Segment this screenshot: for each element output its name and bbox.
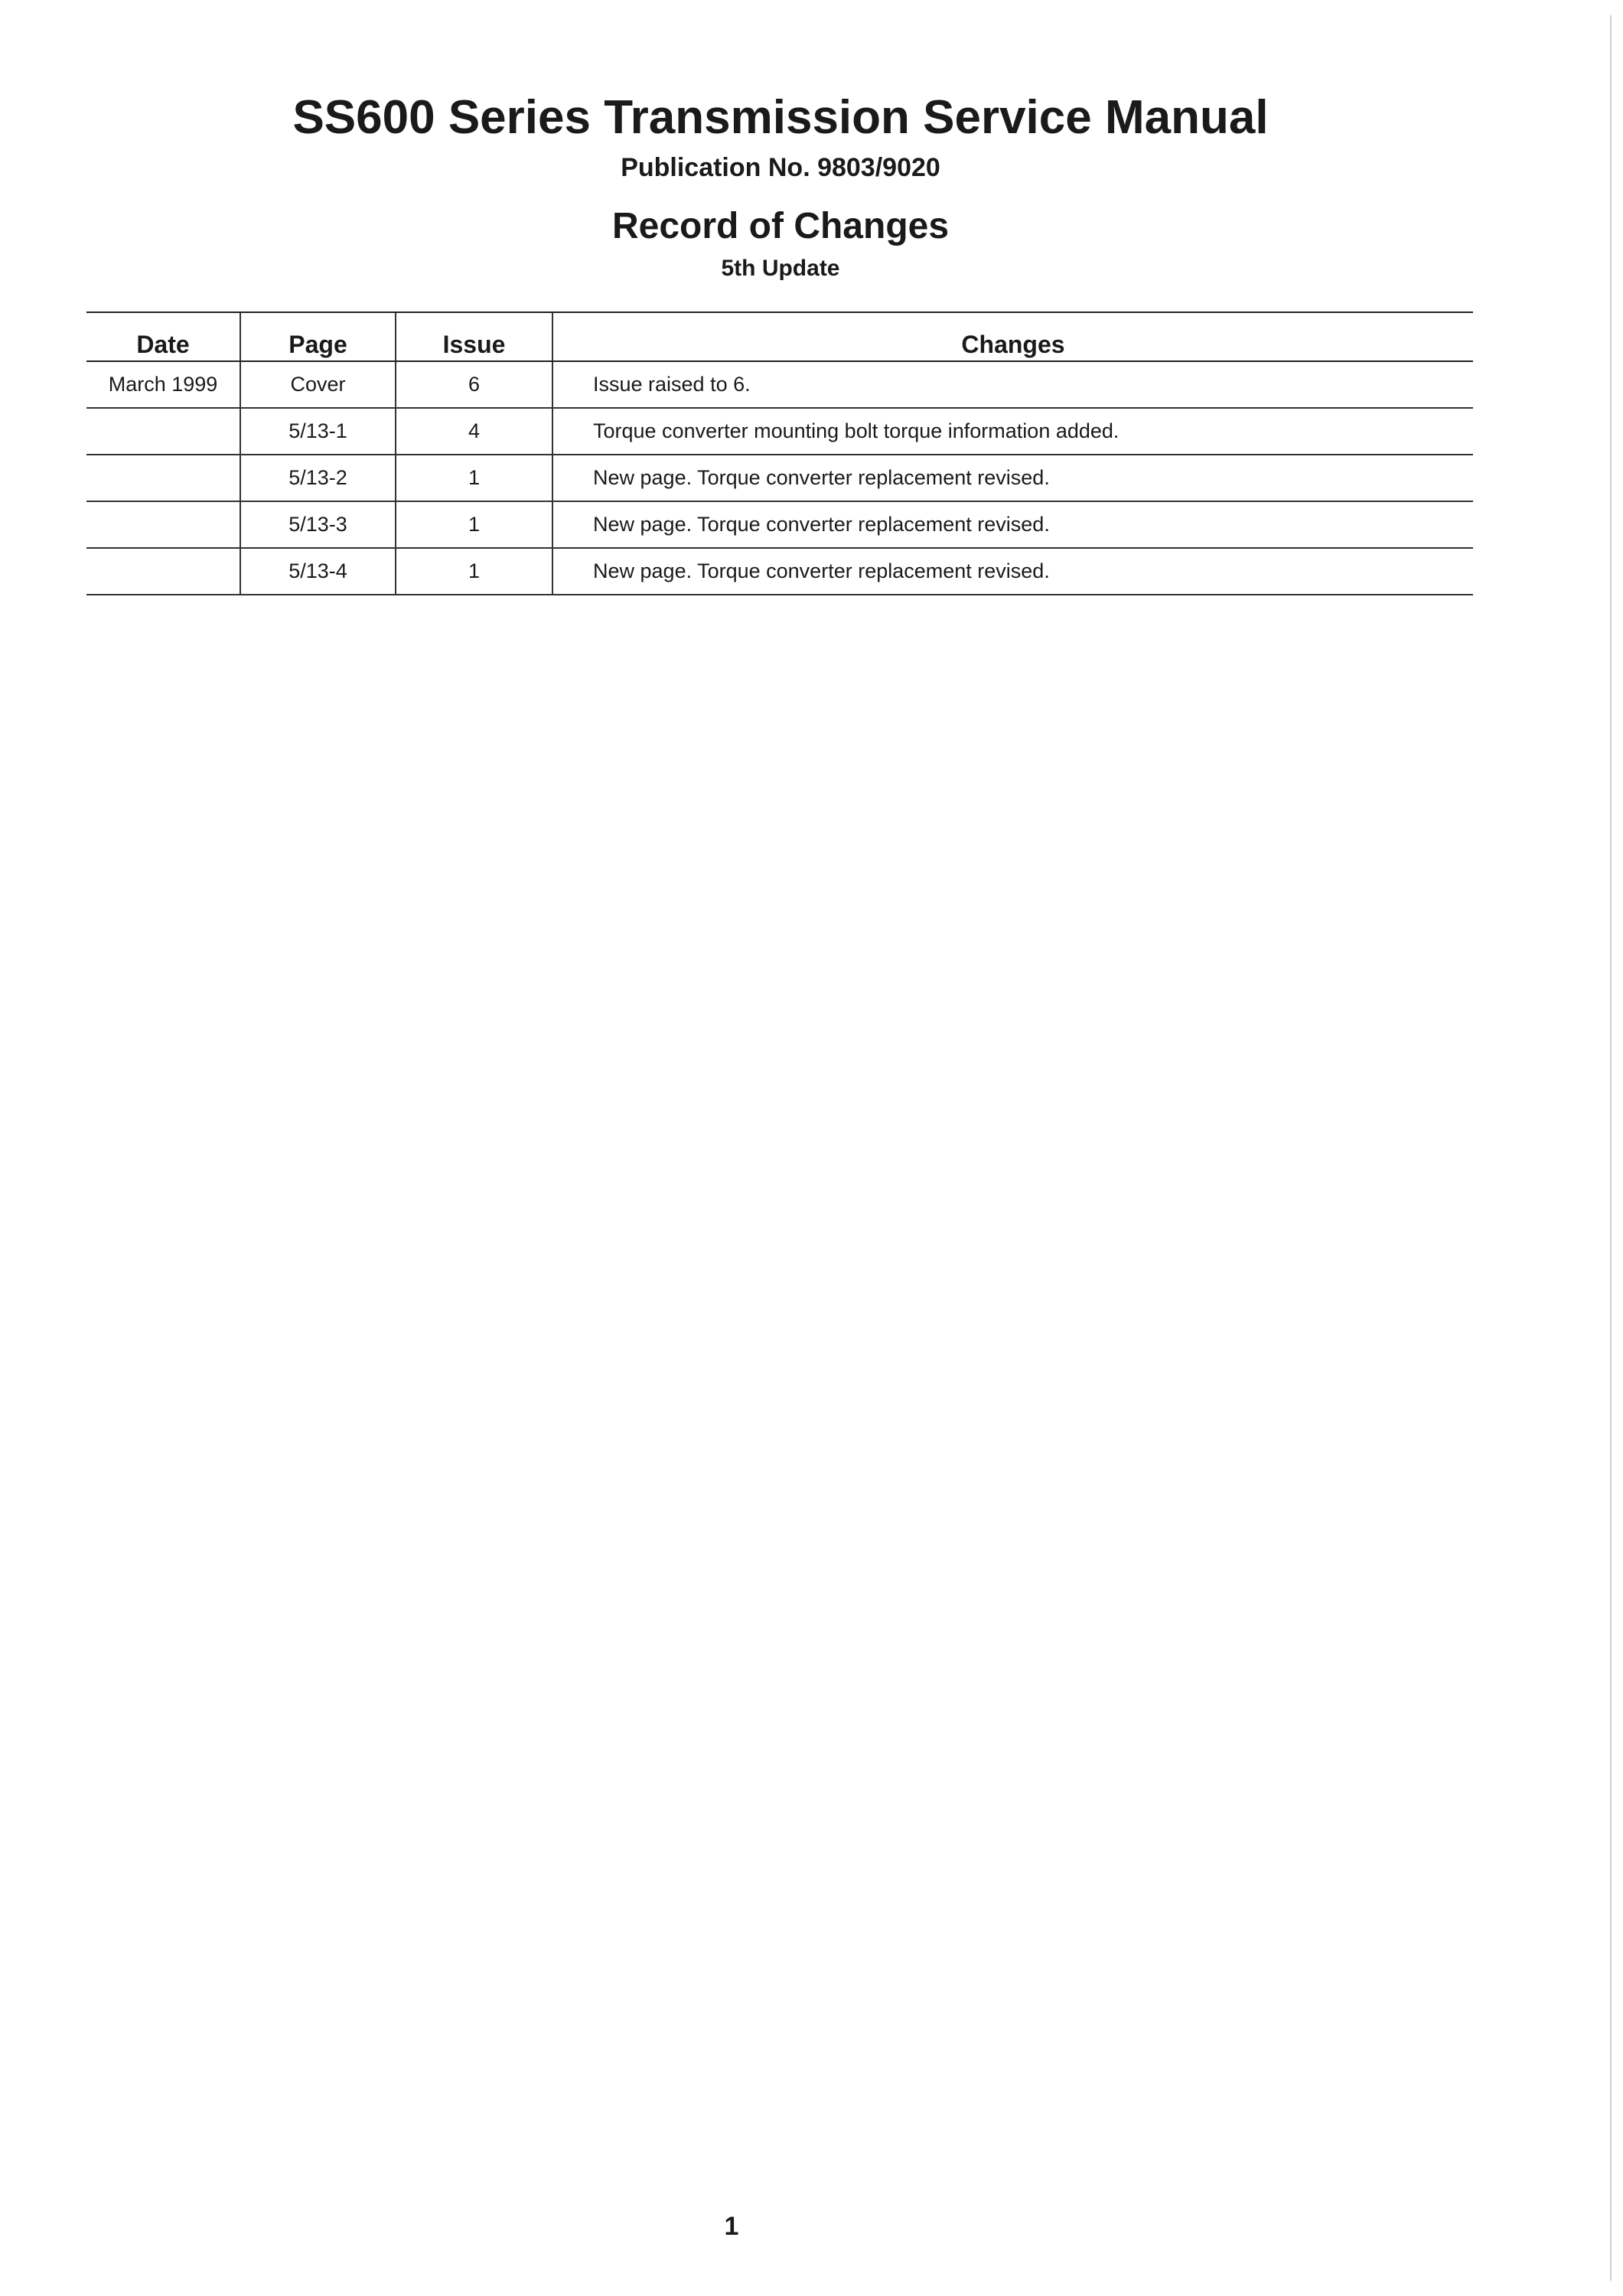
- page-number: 1: [724, 2212, 739, 2241]
- cell-changes: New page. Torque converter replacement revised.: [552, 548, 1473, 595]
- cell-issue: 1: [396, 548, 552, 595]
- header-changes: Changes: [552, 312, 1473, 361]
- cell-page: 5/13-3: [240, 501, 396, 548]
- table-row: [86, 455, 1473, 501]
- cell-issue: 6: [396, 361, 552, 408]
- cell-changes: Issue raised to 6.: [552, 361, 1473, 408]
- document-title: SS600 Series Transmission Service Manual: [292, 91, 1269, 144]
- cell-date: [86, 501, 240, 548]
- table-row: [86, 501, 1473, 548]
- cell-page: 5/13-1: [240, 408, 396, 455]
- cell-issue: 1: [396, 501, 552, 548]
- header-date: Date: [86, 312, 240, 361]
- cell-page: Cover: [240, 361, 396, 408]
- cell-date: March 1999: [86, 361, 240, 408]
- header-page: Page: [240, 312, 396, 361]
- section-title: Record of Changes: [611, 206, 950, 246]
- cell-date: [86, 408, 240, 455]
- cell-issue: 1: [396, 455, 552, 501]
- cell-changes: New page. Torque converter replacement revised.: [552, 501, 1473, 548]
- table-row: [86, 548, 1473, 595]
- publication-number: Publication No. 9803/9020: [621, 153, 940, 182]
- cell-page: 5/13-2: [240, 455, 396, 501]
- header-issue: Issue: [396, 312, 552, 361]
- update-label: 5th Update: [721, 256, 840, 281]
- cell-changes: New page. Torque converter replacement revised.: [552, 455, 1473, 501]
- cell-changes: Torque converter mounting bolt torque information added.: [552, 408, 1473, 455]
- cell-page: 5/13-4: [240, 548, 396, 595]
- scan-edge-line: [1610, 15, 1612, 2281]
- record-of-changes-table: [86, 311, 1473, 595]
- table-row: [86, 408, 1473, 455]
- table-row: [86, 361, 1473, 408]
- cell-issue: 4: [396, 408, 552, 455]
- cell-date: [86, 548, 240, 595]
- cell-date: [86, 455, 240, 501]
- table-header-row: [86, 312, 1473, 361]
